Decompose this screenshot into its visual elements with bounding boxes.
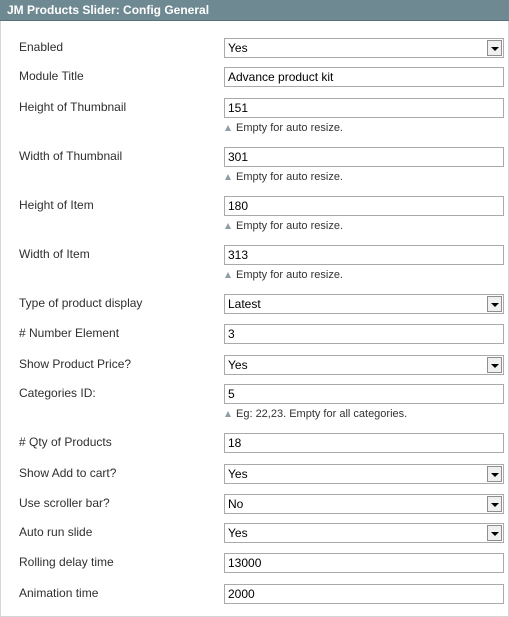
height-thumbnail-input[interactable]: 151: [224, 98, 504, 118]
show-add-to-cart-select[interactable]: [224, 464, 504, 484]
number-element-input[interactable]: 3: [224, 324, 504, 344]
chevron-down-icon[interactable]: [487, 40, 502, 56]
width-thumbnail-input[interactable]: 301: [224, 147, 504, 167]
show-add-to-cart-value: Yes: [228, 467, 248, 481]
section-header[interactable]: [0, 0, 509, 21]
width-thumbnail-note: [225, 171, 343, 183]
show-add-to-cart-label: Show Add to cart?: [19, 466, 117, 480]
auto-run-label: Auto run slide: [19, 525, 93, 539]
show-price-label: Show Product Price?: [19, 357, 132, 371]
use-scroller-value: No: [228, 497, 244, 511]
number-element-label: # Number Element: [19, 326, 120, 340]
chevron-down-icon[interactable]: [487, 296, 502, 312]
animation-time-input[interactable]: 2000: [224, 584, 504, 604]
qty-products-label: # Qty of Products: [19, 435, 112, 449]
height-item-note: [225, 220, 343, 232]
enabled-value: Yes: [228, 41, 248, 55]
show-price-select[interactable]: [224, 355, 504, 375]
rolling-delay-label: Rolling delay time: [19, 555, 114, 569]
hint-arrow-icon: [225, 174, 231, 180]
height-item-note-text: Empty for auto resize.: [236, 220, 343, 232]
chevron-down-icon[interactable]: [487, 496, 502, 512]
width-thumbnail-note-text: Empty for auto resize.: [236, 171, 343, 183]
width-item-note-text: Empty for auto resize.: [236, 269, 343, 281]
categories-id-input[interactable]: 5: [224, 384, 504, 404]
product-display-label: Type of product display: [19, 296, 143, 310]
categories-id-note: [225, 408, 407, 420]
module-title-label: Module Title: [19, 69, 84, 83]
height-item-label: Height of Item: [19, 198, 94, 212]
hint-arrow-icon: [225, 125, 231, 131]
animation-time-label: Animation time: [19, 586, 99, 600]
auto-run-select[interactable]: [224, 523, 504, 543]
hint-arrow-icon: [225, 223, 231, 229]
chevron-down-icon[interactable]: [487, 357, 502, 373]
width-item-input[interactable]: 313: [224, 245, 504, 265]
use-scroller-label: Use scroller bar?: [19, 496, 110, 510]
width-item-label: Width of Item: [19, 247, 90, 261]
section-title: JM Products Slider: Config General: [7, 3, 210, 17]
height-thumbnail-note: [225, 122, 343, 134]
hint-arrow-icon: [225, 411, 231, 417]
chevron-down-icon[interactable]: [487, 525, 502, 541]
chevron-down-icon[interactable]: [487, 466, 502, 482]
rolling-delay-input[interactable]: 13000: [224, 553, 504, 573]
width-thumbnail-label: Width of Thumbnail: [19, 149, 123, 163]
width-item-note: [225, 269, 343, 281]
use-scroller-select[interactable]: [224, 494, 504, 514]
module-title-input[interactable]: Advance product kit: [224, 67, 504, 87]
enabled-label: Enabled: [19, 40, 64, 54]
height-thumbnail-note-text: Empty for auto resize.: [236, 122, 343, 134]
product-display-value: Latest: [228, 297, 261, 311]
show-price-value: Yes: [228, 358, 248, 372]
categories-id-label: Categories ID:: [19, 386, 96, 400]
height-thumbnail-label: Height of Thumbnail: [19, 100, 127, 114]
height-item-input[interactable]: 180: [224, 196, 504, 216]
product-display-select[interactable]: [224, 294, 504, 314]
auto-run-value: Yes: [228, 526, 248, 540]
categories-id-note-text: Eg: 22,23. Empty for all categories.: [236, 408, 408, 420]
qty-products-input[interactable]: 18: [224, 433, 504, 453]
hint-arrow-icon: [225, 272, 231, 278]
enabled-select[interactable]: [224, 38, 504, 58]
